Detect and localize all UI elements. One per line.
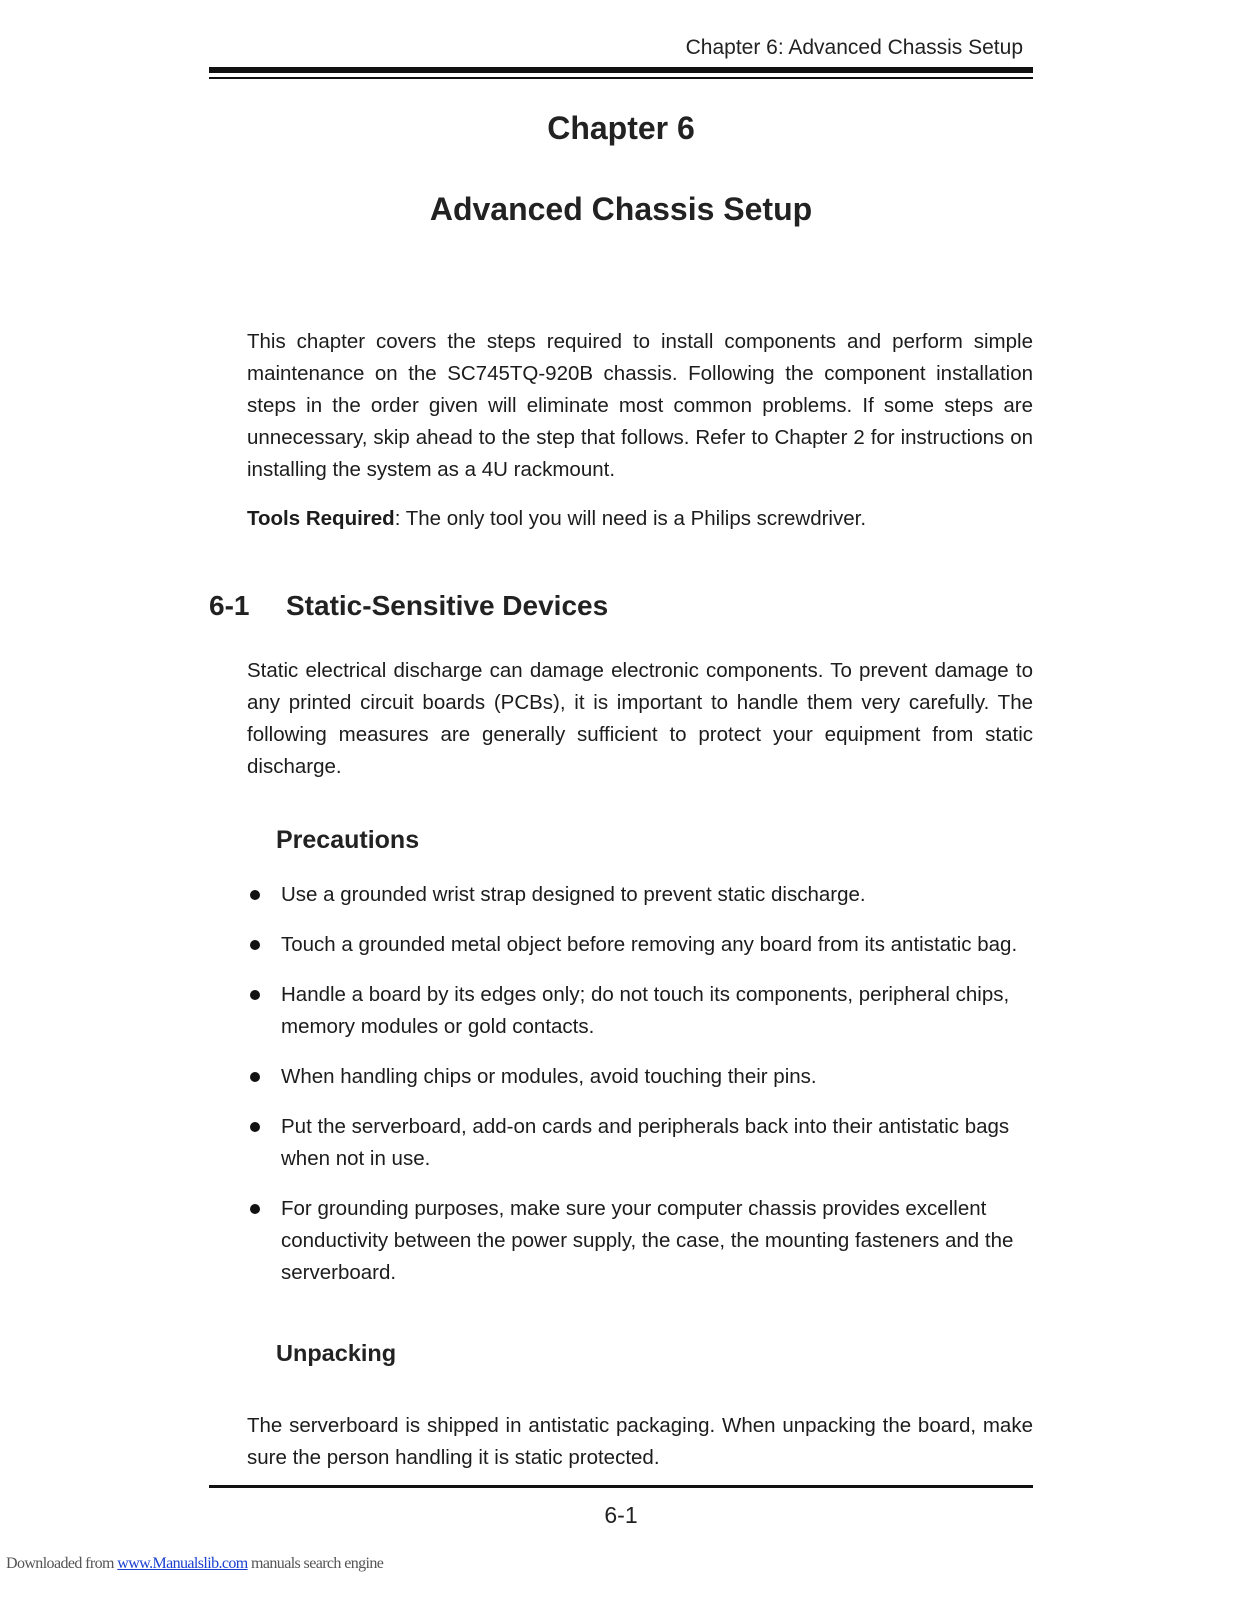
precautions-heading: Precautions bbox=[276, 826, 420, 854]
list-item-text: Handle a board by its edges only; do not touch its components, peripheral chips, memory modules or gold contacts. bbox=[281, 983, 1010, 1038]
list-item bbox=[247, 1111, 1033, 1175]
unpacking-paragraph: The serverboard is shipped in antistatic packaging. When unpacking the board, make sure the person handling it is static protected. bbox=[247, 1414, 1033, 1469]
watermark-suffix: manuals search engine bbox=[247, 1555, 384, 1572]
bullet-icon bbox=[250, 1122, 260, 1132]
list-item-text: Use a grounded wrist strap designed to prevent static discharge. bbox=[281, 883, 866, 906]
footer-rule bbox=[209, 1485, 1033, 1488]
running-header: Chapter 6: Advanced Chassis Setup bbox=[685, 36, 1023, 59]
list-item bbox=[247, 929, 1033, 961]
tools-paragraph bbox=[247, 503, 1033, 535]
static-paragraph: Static electrical discharge can damage electronic components. To prevent damage to any printed circuit boards (PCBs), it is important to handle them very carefully. The following measures are generally sufficient to protect your equipment from static discharge. bbox=[247, 659, 1033, 778]
download-watermark bbox=[6, 1555, 383, 1573]
watermark-prefix: Downloaded from bbox=[6, 1555, 118, 1572]
bullet-icon bbox=[250, 890, 260, 900]
list-item bbox=[247, 1061, 1033, 1093]
page-number: 6-1 bbox=[604, 1502, 638, 1528]
bullet-icon bbox=[250, 940, 260, 950]
bullet-icon bbox=[250, 990, 260, 1000]
bullet-icon bbox=[250, 1072, 260, 1082]
section-number: 6-1 bbox=[209, 590, 250, 621]
unpacking-heading: Unpacking bbox=[276, 1340, 397, 1366]
list-item bbox=[247, 879, 1033, 911]
manualslib-link[interactable]: www.Manualslib.com bbox=[117, 1555, 248, 1572]
header-rule-thin bbox=[209, 77, 1033, 79]
bullet-icon bbox=[250, 1204, 260, 1214]
intro-paragraph: This chapter covers the steps required to install components and perform simple maintenance on the SC745TQ-920B chassis. Following the component installation steps in the order given will eliminate most common problems. If some steps are unnecessary, skip ahead to the step that follows. Refer to Chapter 2 for instructions on installing the system as a 4U rackmount. bbox=[247, 330, 1033, 481]
list-item-text: Put the serverboard, add-on cards and peripherals back into their antistatic bags when not in use. bbox=[281, 1115, 1010, 1170]
header-rule-thick bbox=[209, 67, 1033, 73]
chapter-title: Advanced Chassis Setup bbox=[429, 191, 813, 227]
list-item bbox=[247, 1193, 1033, 1289]
tools-label: Tools Required bbox=[247, 507, 395, 530]
section-heading bbox=[209, 590, 608, 622]
list-item-text: When handling chips or modules, avoid touching their pins. bbox=[281, 1065, 817, 1088]
chapter-number: Chapter 6 bbox=[547, 110, 695, 146]
list-item-text: Touch a grounded metal object before removing any board from its antistatic bag. bbox=[281, 933, 1018, 956]
section-title: Static-Sensitive Devices bbox=[286, 590, 609, 621]
tools-text: : The only tool you will need is a Philips screwdriver. bbox=[394, 507, 867, 530]
list-item bbox=[247, 979, 1033, 1043]
precautions-list bbox=[247, 879, 1033, 1307]
list-item-text: For grounding purposes, make sure your computer chassis provides excellent conductivity between the power supply, the case, the mounting fasteners and the serverboard. bbox=[281, 1197, 1014, 1284]
